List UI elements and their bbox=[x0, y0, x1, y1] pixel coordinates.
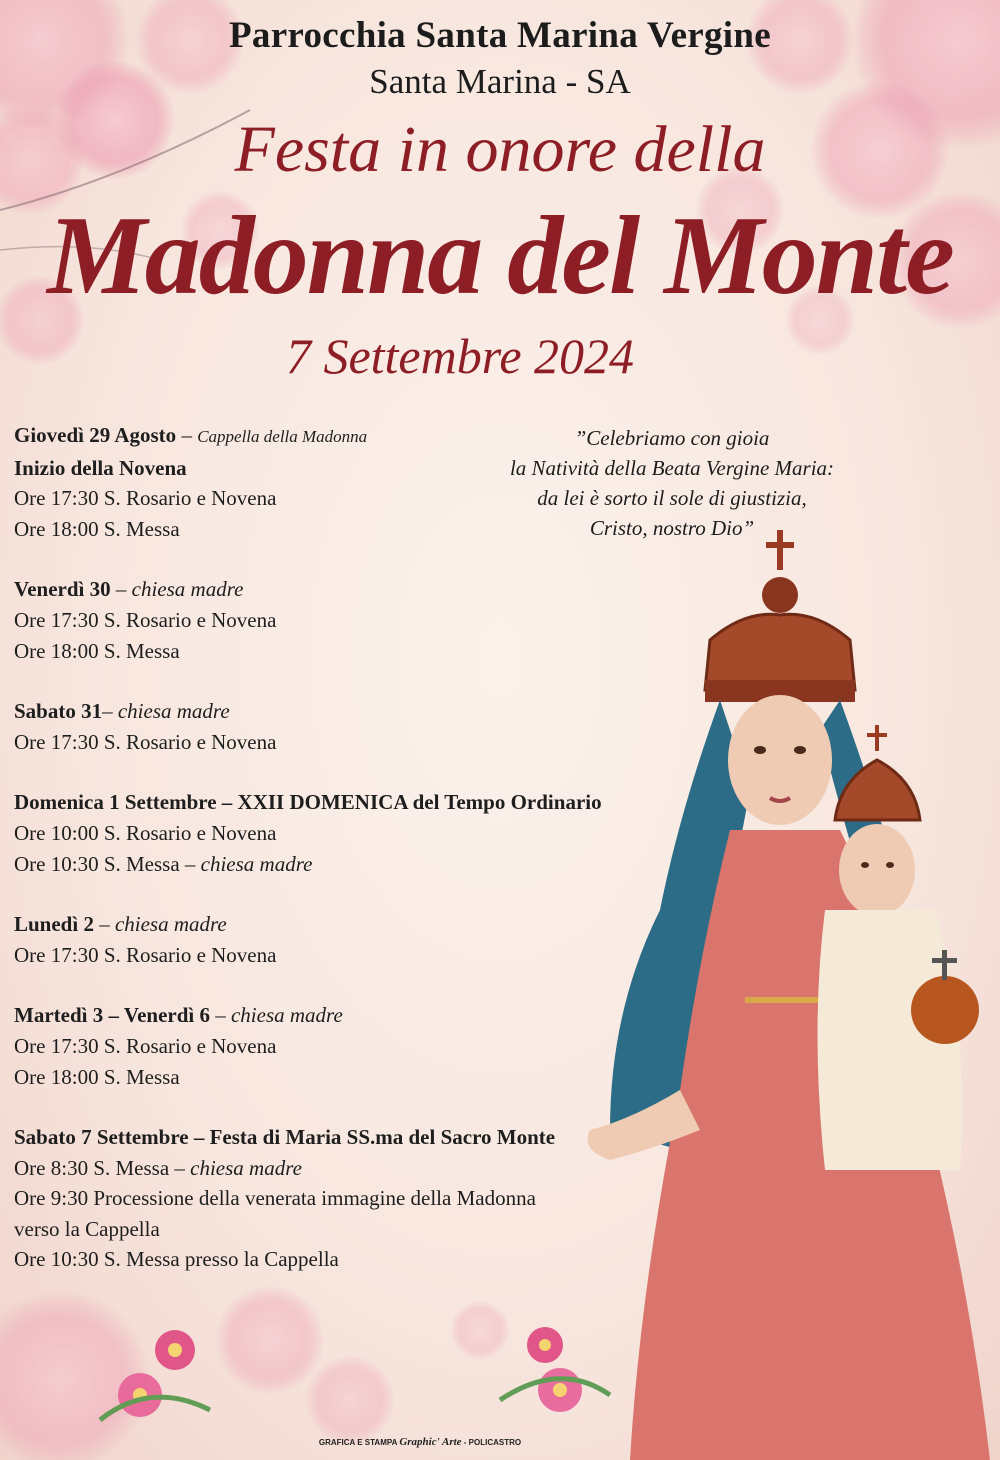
event-item-text: Ore 18:00 S. Messa bbox=[14, 1064, 180, 1089]
event-day: Sabato 31 bbox=[14, 699, 103, 724]
event-item bbox=[14, 849, 654, 880]
festa-heading: Festa in onore della bbox=[234, 113, 766, 186]
quote-line: la Natività della Beata Vergine Maria: bbox=[509, 456, 835, 480]
event-item bbox=[14, 1244, 654, 1275]
schedule-event bbox=[14, 1000, 654, 1092]
event-item-text: Ore 18:00 S. Messa bbox=[14, 516, 180, 541]
event-day: Martedì 3 – Venerdì 6 bbox=[14, 1003, 210, 1028]
event-item-text: Ore 17:30 S. Rosario e Novena bbox=[14, 486, 277, 511]
event-place: chiesa madre bbox=[117, 699, 230, 724]
event-item bbox=[14, 1183, 654, 1214]
schedule-event bbox=[14, 574, 654, 666]
event-item bbox=[14, 636, 654, 667]
event-item bbox=[14, 940, 654, 971]
schedule-event bbox=[14, 909, 654, 970]
event-place: chiesa madre bbox=[114, 912, 227, 937]
event-item bbox=[14, 818, 654, 849]
festa-date: 7 Settembre 2024 bbox=[285, 328, 635, 384]
event-item-text: Ore 17:30 S. Rosario e Novena bbox=[14, 942, 277, 967]
event-heading bbox=[14, 787, 654, 818]
event-item-text: verso la Cappella bbox=[14, 1216, 160, 1241]
event-item bbox=[14, 727, 654, 758]
event-item-place: chiesa madre bbox=[190, 1155, 302, 1180]
event-item bbox=[14, 1153, 654, 1184]
event-item-text: Ore 17:30 S. Rosario e Novena bbox=[14, 729, 277, 754]
event-heading bbox=[14, 574, 654, 605]
event-subtitle: Inizio della Novena bbox=[14, 455, 187, 480]
event-separator: – bbox=[209, 1003, 231, 1028]
event-separator: – bbox=[93, 912, 115, 937]
event-heading bbox=[14, 1122, 654, 1153]
event-heading bbox=[14, 420, 654, 453]
event-day: Venerdì 30 bbox=[14, 577, 111, 602]
event-item-text: Ore 10:00 S. Rosario e Novena bbox=[14, 820, 277, 845]
schedule-event bbox=[14, 1122, 654, 1275]
event-heading bbox=[14, 909, 654, 940]
event-place: Cappella della Madonna bbox=[197, 427, 368, 446]
event-heading bbox=[14, 696, 654, 727]
schedule bbox=[14, 420, 654, 1305]
event-separator: – bbox=[102, 699, 118, 724]
schedule-event bbox=[14, 787, 654, 879]
event-item-text: Ore 8:30 S. Messa – bbox=[14, 1155, 191, 1180]
credit-suffix: - POLICASTRO bbox=[461, 1438, 522, 1447]
quote-line: ”Celebriamo con gioia bbox=[574, 426, 770, 450]
event-item bbox=[14, 1062, 654, 1093]
event-day: Domenica 1 Settembre – XXII DOMENICA del Tempo Ordinario bbox=[14, 790, 602, 815]
event-item-place: chiesa madre bbox=[200, 851, 313, 876]
madonna-title: Madonna del Monte bbox=[47, 194, 953, 318]
event-separator: – bbox=[110, 577, 132, 602]
event-item-text: Ore 10:30 S. Messa presso la Cappella bbox=[14, 1247, 339, 1272]
event-item bbox=[14, 605, 654, 636]
schedule-event bbox=[14, 420, 654, 544]
event-separator: – bbox=[176, 423, 198, 447]
quote-line: Cristo, nostro Dio” bbox=[589, 516, 755, 540]
event-item-text: Ore 17:30 S. Rosario e Novena bbox=[14, 607, 277, 632]
event-item bbox=[14, 1031, 654, 1062]
event-day: Lunedì 2 bbox=[14, 912, 94, 937]
credit-prefix: GRAFICA E STAMPA bbox=[318, 1438, 400, 1447]
event-item bbox=[14, 514, 654, 545]
event-heading bbox=[14, 1000, 654, 1031]
event-item bbox=[14, 1214, 654, 1245]
credit-brand: Graphic' Arte bbox=[399, 1436, 462, 1448]
parish-location: Santa Marina - SA bbox=[369, 62, 631, 101]
quote-line: da lei è sorto il sole di giustizia, bbox=[537, 486, 807, 510]
event-day: Giovedì 29 Agosto bbox=[14, 423, 177, 447]
event-day: Sabato 7 Settembre – Festa di Maria SS.ma del Sacro Monte bbox=[14, 1125, 556, 1150]
event-item bbox=[14, 483, 654, 514]
event-place: chiesa madre bbox=[131, 577, 244, 602]
event-item-text: Ore 10:30 S. Messa – bbox=[14, 851, 201, 876]
event-item-text: Ore 17:30 S. Rosario e Novena bbox=[14, 1033, 277, 1058]
event-item-text: Ore 9:30 Processione della venerata immagine della Madonna bbox=[14, 1186, 536, 1211]
print-credit bbox=[310, 1436, 530, 1448]
event-place: chiesa madre bbox=[230, 1003, 343, 1028]
schedule-event bbox=[14, 696, 654, 757]
event-item-text: Ore 18:00 S. Messa bbox=[14, 638, 180, 663]
parish-name: Parrocchia Santa Marina Vergine bbox=[229, 15, 771, 56]
